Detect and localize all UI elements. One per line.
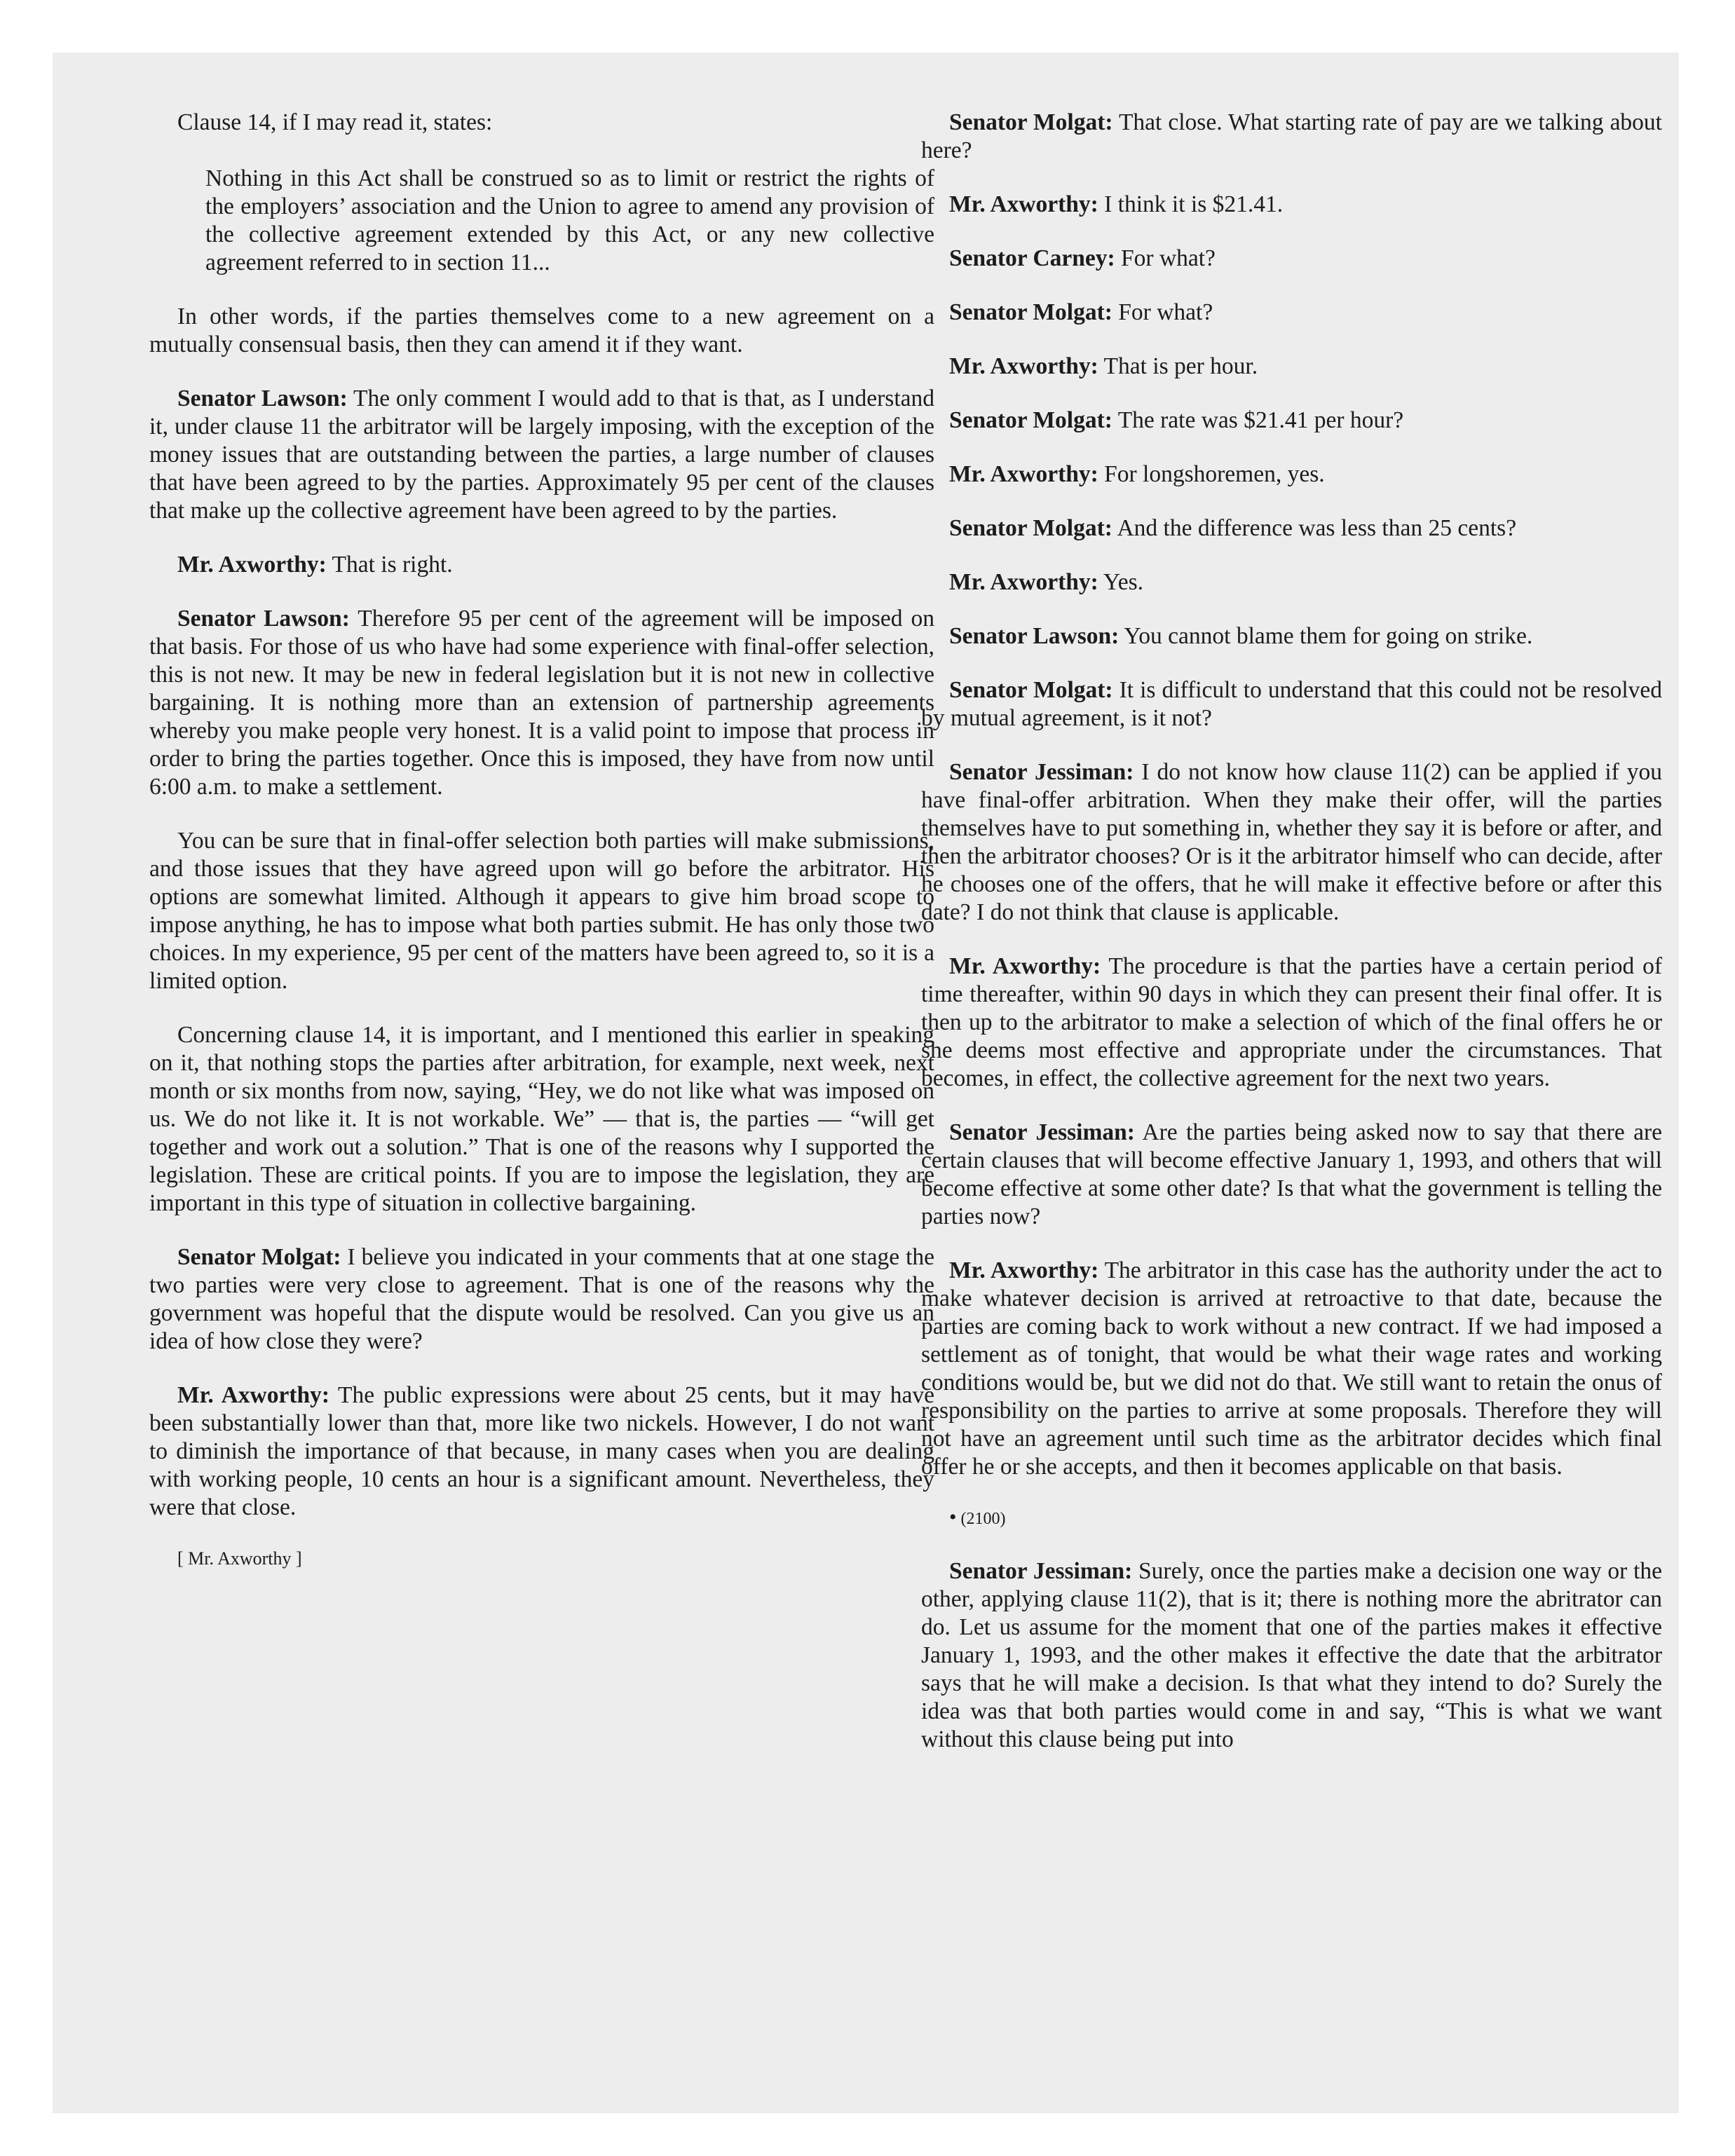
speech-text: I think it is $21.41. [1098, 191, 1284, 217]
speech-paragraph [921, 407, 1662, 435]
speech-paragraph [921, 245, 1662, 273]
speech-paragraph [921, 1257, 1662, 1481]
paragraph: In other words, if the parties themselves come to a new agreement on a mutually consensual basis, then they can amend it if they want. [149, 303, 934, 357]
speech-text: The arbitrator in this case has the authority under the act to make whatever decision is arrived at retroactive to that date, because the parties are coming back to work without a new contract. If we had imposed a settlement as of tonight, that would be what their wage rates and working conditions would be, but we did not do that. We still want to retain the onus of responsibility on the parties to arrive at some proposals. Therefore they will not have an agreement until such time as the arbitrator decides which final offer he or she accepts, and then it becomes applicable on that basis. [921, 1257, 1662, 1480]
speaker-name: Mr. Axworthy: [177, 1382, 330, 1408]
speech-paragraph [149, 385, 934, 525]
speech-paragraph [921, 460, 1662, 489]
paragraph: Clause 14, if I may read it, states: [177, 109, 493, 135]
speaker-name: Senator Molgat: [949, 407, 1113, 433]
speech-paragraph [921, 353, 1662, 381]
left-column [149, 109, 934, 1570]
speaker-name: Senator Molgat: [949, 677, 1113, 703]
speech-text: For what? [1115, 245, 1216, 271]
speech-paragraph [149, 1381, 934, 1522]
paragraph: You can be sure that in final-offer selection both parties will make submissions, and those issues that they have agreed upon will go before the arbitrator. His options are somewhat limited. Although it appears to give him broad scope to impose anything, he has to impose what both parties submit. He has only those two choices. In my experience, 95 per cent of the matters have been agreed to, so it is a limited option. [149, 828, 934, 994]
speech-paragraph [921, 1119, 1662, 1231]
speaker-name: Mr. Axworthy: [949, 461, 1098, 487]
document-page [53, 53, 1679, 2113]
speech-paragraph [921, 676, 1662, 732]
speech-text: I do not know how clause 11(2) can be applied if you have final-offer arbitration. When they make their offer, will the parties themselves have to put something in, whether they say it is before or after, and then the arbitrator chooses? Or is it the arbitrator himself who can decide, after he chooses one of the offers, that he will make it effective before or after this date? I do not think that clause is applicable. [921, 759, 1662, 925]
speech-text: Yes. [1098, 569, 1144, 595]
speaker-name: Mr. Axworthy: [177, 552, 327, 578]
speech-text: That is per hour. [1098, 353, 1258, 379]
speaker-name: Mr. Axworthy: [949, 953, 1101, 979]
right-column [921, 109, 1662, 1780]
speaker-name: Mr. Axworthy: [949, 1257, 1099, 1283]
speaker-name: Senator Molgat: [177, 1244, 341, 1270]
speech-paragraph [149, 605, 934, 801]
speech-paragraph [921, 622, 1662, 650]
speech-text: The procedure is that the parties have a certain period of time thereafter, within 90 days in which they can present their final offer. It is then up to the arbitrator to make a selection of which of the final offers he or she deems most effective and appropriate under the circumstances. That becomes, in effect, the collective agreement for the next two years. [921, 953, 1662, 1091]
bullet-icon: • [949, 1506, 957, 1529]
speaker-name: Mr. Axworthy: [949, 569, 1098, 595]
speech-text: It is difficult to understand that this could not be resolved by mutual agreement, is it not? [921, 677, 1662, 731]
speech-text: And the difference was less than 25 cents? [1112, 515, 1517, 541]
speech-text: The public expressions were about 25 cents, but it may have been substantially lower than that, more like two nickels. However, I do not want to diminish the importance of that because, in many cases when you are dealing with working people, 10 cents an hour is a significant amount. Nevertheless, they were that close. [149, 1382, 934, 1520]
speaker-name: Senator Molgat: [949, 299, 1113, 325]
speaker-reference: [ Mr. Axworthy ] [177, 1548, 302, 1569]
speaker-name: Senator Lawson: [177, 606, 350, 632]
speaker-name: Senator Molgat: [949, 515, 1113, 541]
quoted-clause: Nothing in this Act shall be construed so as to limit or restrict the rights of the employers’ association and the Union to agree to amend any provision of the collective agreement extended by this Act, or any new collective agreement referred to in section 11... [205, 165, 934, 275]
speaker-name: Mr. Axworthy: [949, 191, 1098, 217]
speech-paragraph [149, 551, 934, 579]
speech-text: That close. What starting rate of pay are we talking about here? [921, 109, 1662, 163]
speaker-name: Senator Jessiman: [949, 1119, 1135, 1145]
speech-text: The rate was $21.41 per hour? [1112, 407, 1404, 433]
time-marker [921, 1507, 1662, 1529]
speech-paragraph [921, 1557, 1662, 1754]
speech-paragraph [921, 758, 1662, 927]
speech-paragraph [921, 109, 1662, 165]
speech-paragraph [921, 191, 1662, 219]
paragraph: Concerning clause 14, it is important, and I mentioned this earlier in speaking on it, that nothing stops the parties after arbitration, for example, next week, next month or six months from now, saying, “Hey, we do not like what was imposed on us. We do not like it. It is not workable. We” — that is, the parties — “will get together and work out a solution.” That is one of the reasons why I supported the legislation. These are critical points. If you are to impose the legislation, they are important in this type of situation in collective bargaining. [149, 1022, 934, 1216]
speech-text: Surely, once the parties make a decision one way or the other, applying clause 11(2), that is it; there is nothing more the abritrator can do. Let us assume for the moment that one of the parties makes it effective January 1, 1993, and the other makes it effective the date that the arbitrator says that he will make a decision. Is that what they intend to do? Surely the idea was that both parties would come in and say, “This is what we want without this clause being put into [921, 1558, 1662, 1752]
speech-text: Therefore 95 per cent of the agreement will be imposed on that basis. For those of us who have had some experience with final-offer selection, this is not new. It may be new in federal legislation but it is not new in collective bargaining. It is nothing more than an extension of partnership agreements whereby you make people very honest. It is a valid point to impose that process in order to bring the parties together. Once this is imposed, they have from now until 6:00 a.m. to make a settlement. [149, 606, 934, 800]
speech-paragraph [921, 299, 1662, 327]
speech-text: You cannot blame them for going on strike. [1119, 623, 1533, 649]
speaker-name: Senator Lawson: [177, 386, 348, 411]
speaker-name: Senator Jessiman: [949, 1558, 1133, 1584]
speech-text: I believe you indicated in your comments that at one stage the two parties were very close to agreement. That is one of the reasons why the government was hopeful that the dispute would be resolved. Can you give us an idea of how close they were? [149, 1244, 934, 1354]
speech-text: Are the parties being asked now to say that there are certain clauses that will become effective January 1, 1993, and others that will become effective at some other date? Is that what the government is telling the parties now? [921, 1119, 1662, 1229]
speaker-name: Senator Carney: [949, 245, 1115, 271]
speaker-name: Mr. Axworthy: [949, 353, 1098, 379]
speech-paragraph [921, 568, 1662, 596]
speaker-name: Senator Jessiman: [949, 759, 1134, 785]
speaker-name: Senator Molgat: [949, 109, 1113, 135]
speech-paragraph [149, 1243, 934, 1356]
time-marker-text: (2100) [960, 1510, 1006, 1528]
speech-paragraph [921, 514, 1662, 543]
speech-text: That is right. [326, 552, 453, 578]
speech-text: The only comment I would add to that is that, as I understand it, under clause 11 the arbitrator will be largely imposing, with the exception of the money issues that are outstanding between the parties, a large number of clauses that have been agreed to by the parties. Approximately 95 per cent of the clauses that make up the collective agreement have been agreed to by the parties. [149, 386, 934, 524]
speaker-name: Senator Lawson: [949, 623, 1120, 649]
speech-text: For what? [1112, 299, 1213, 325]
speech-text: For longshoremen, yes. [1098, 461, 1325, 487]
speech-paragraph [921, 953, 1662, 1093]
